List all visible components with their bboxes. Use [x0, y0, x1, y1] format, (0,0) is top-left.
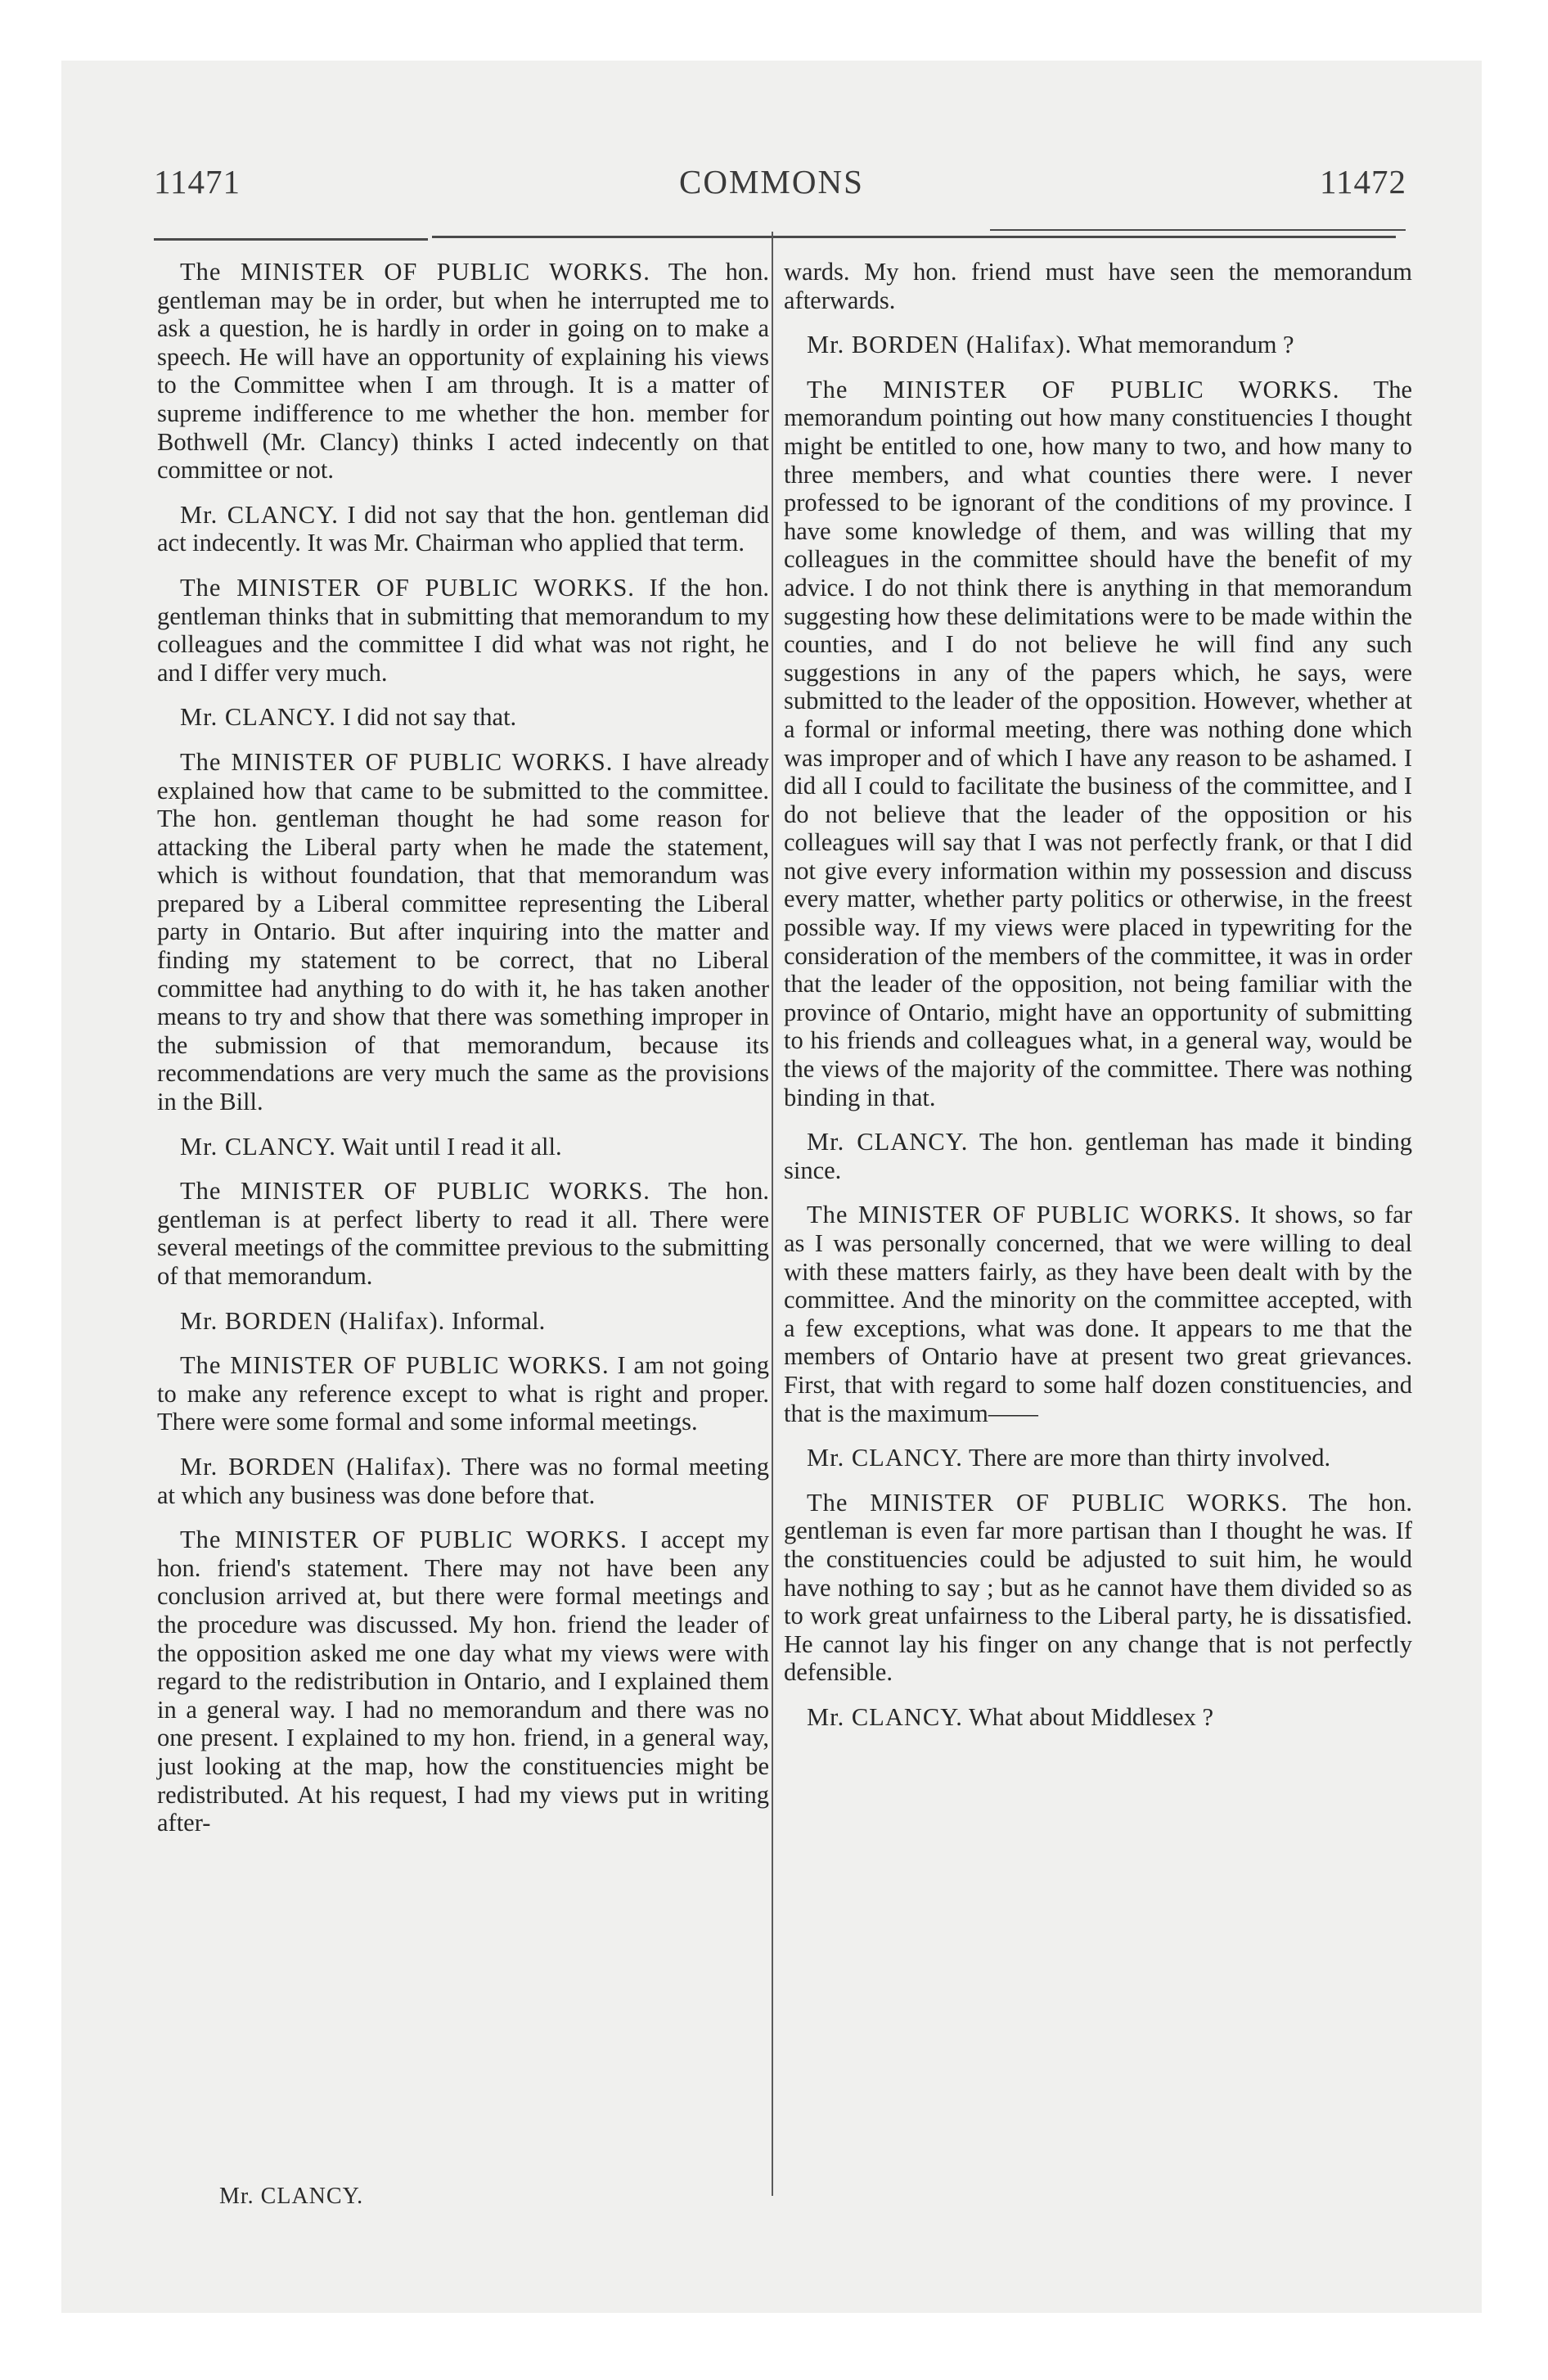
paragraph	[157, 1133, 769, 1161]
speaker-name: The MINISTER OF PUBLIC WORKS.	[180, 1177, 650, 1206]
paragraph	[784, 331, 1412, 359]
speaker-name: Mr. CLANCY.	[180, 703, 336, 732]
paragraph-text: The memorandum pointing out how many constituencies I thought might be entitled to one, how many to two, and how many to three members, and what counties there were. I never professed to be ignorant of the conditions of my province. I have some knowledge of them, and was willing that my colleagues in the committee should have the benefit of my advice. I do not think there is anything in that memorandum suggesting how these delimitations were to be made within the counties, and I do not believe he will find any such suggestions in any of the papers which, he says, were submitted to the leader of the opposition. However, whether at a formal or informal meeting, there was nothing done which was improper and of which I have any reason to be ashamed. I did all I could to facilitate the business of the committee, and I do not believe that the leader of the opposition or his colleagues will say that I was not perfectly frank, or that I did not give every information within my possession and discuss every matter, whether party politics or otherwise, in the freest possible way. If my views were placed in typewriting for the consideration of the members of the committee, it was in order that the leader of the opposition, not being familiar with the province of Ontario, might have an opportunity of submitting to his friends and colleagues what, in a general way, would be the views of the majority of the committee. There was nothing binding in that.	[784, 375, 1412, 1111]
paragraph	[784, 1444, 1412, 1472]
header-rule-left	[154, 238, 428, 241]
paragraph-text: The hon. gentleman has made it binding since.	[784, 1128, 1413, 1184]
speaker-name: Mr. CLANCY.	[180, 500, 339, 529]
speaker-name: Mr. CLANCY.	[807, 1702, 963, 1731]
paragraph	[784, 1703, 1412, 1732]
paragraph	[157, 1526, 769, 1837]
speaker-name: The MINISTER OF PUBLIC WORKS.	[180, 258, 650, 286]
paragraph-text: Informal.	[451, 1306, 546, 1335]
speaker-name: The MINISTER OF PUBLIC WORKS.	[180, 1351, 610, 1380]
speaker-name: Mr. CLANCY.	[807, 1444, 963, 1472]
paragraph	[157, 1453, 769, 1509]
paragraph-text: wards. My hon. friend must have seen the memorandum afterwards.	[784, 258, 1412, 314]
paragraph	[157, 1307, 769, 1336]
speaker-name: Mr. CLANCY.	[807, 1128, 969, 1156]
paragraph	[784, 258, 1412, 314]
paragraph-text: It shows, so far as I was personally concerned, that we were willing to deal with these matters fairly, as they have been dealt with by the committee. And the minority on the committee accepted, with a few exceptions, what was done. It appears to me that the members of Ontario have at present two great grievances. First, that with regard to some half dozen constituencies, and that is the maximum——	[784, 1201, 1412, 1427]
speaker-name: The MINISTER OF PUBLIC WORKS.	[807, 1201, 1241, 1229]
paragraph-text: I did not say that the hon. gentleman did act indecently. It was Mr. Chairman who applied that term.	[157, 500, 770, 557]
paragraph-text: If the hon. gentleman thinks that in submitting that memorandum to my colleagues and the committee I did what was not right, he and I differ very much.	[157, 573, 769, 687]
paragraph	[784, 1128, 1412, 1184]
paragraph	[784, 1201, 1412, 1427]
header-rule-center	[432, 236, 1396, 238]
paragraph-text: The hon. gentleman is even far more partisan than I thought he was. If the constituencies could be adjusted to suit him, he would have nothing to say ; but as he cannot have them divided so as to work great unfairness to the Liberal party, he is dissatisfied. He cannot lay his finger on any change that is not perfectly defensible.	[784, 1488, 1413, 1687]
paragraph-text: I am not going to make any reference except to what is right and proper. There were some formal and some informal meetings.	[157, 1351, 769, 1436]
speaker-name: The MINISTER OF PUBLIC WORKS.	[807, 375, 1340, 403]
page-number-left: 11471	[154, 163, 241, 201]
paragraph	[157, 748, 769, 1116]
speaker-name: Mr. BORDEN (Halifax).	[180, 1452, 452, 1481]
speaker-name: The MINISTER OF PUBLIC WORKS.	[180, 1526, 628, 1554]
paragraph-text: The hon. gentleman may be in order, but when he interrupted me to ask a question, he is hardly in order in going on to make a speech. He will have an opportunity of explaining his views to the Committee when I am through. It is a matter of supreme indifference to me whether the hon. member for Bothwell (Mr. Clancy) thinks I acted indecently on that committee or not.	[157, 258, 769, 485]
paragraph-text: What memorandum ?	[1078, 331, 1294, 359]
paragraph	[157, 703, 769, 732]
running-head: COMMONS	[679, 163, 864, 201]
paragraph-text: What about Middlesex ?	[969, 1702, 1213, 1731]
paragraph-text: I did not say that.	[342, 703, 517, 732]
speaker-name: Mr. CLANCY.	[180, 1132, 336, 1161]
speaker-name: The MINISTER OF PUBLIC WORKS.	[180, 573, 635, 602]
paragraph	[157, 574, 769, 687]
column-divider	[772, 232, 773, 2196]
paragraph-text: I have already explained how that came to be submitted to the committee. The hon. gentleman thought he had some reason for attacking the Liberal party when he made the statement, which is without foundation, that that memorandum was prepared by a Liberal committee representing the Liberal party in Ontario. But after inquiring into the matter and finding my statement to be correct, that no Liberal committee had anything to do with it, he has taken another means to try and show that there was something improper in the submission of that memorandum, because its recommendations are very much the same as the provisions in the Bill.	[157, 747, 769, 1116]
catchword: Mr. CLANCY.	[219, 2184, 364, 2209]
paragraph-text: There was no formal meeting at which any business was done before that.	[157, 1452, 770, 1509]
right-column	[784, 258, 1412, 1748]
left-column	[157, 258, 769, 1854]
paragraph	[784, 376, 1412, 1111]
paragraph	[157, 501, 769, 557]
paragraph-text: There are more than thirty involved.	[969, 1444, 1331, 1472]
paragraph	[157, 1177, 769, 1290]
speaker-name: Mr. BORDEN (Halifax).	[807, 331, 1073, 359]
paragraph	[157, 258, 769, 485]
paragraph-text: I accept my hon. friend's statement. There may not have been any conclusion arrived at, but there were formal meetings and the procedure was discussed. My hon. friend the leader of the opposition asked me one day what my views were with regard to the redistribution in Ontario, and I explained them in a general way. I had no memorandum and there was no one present. I explained to my hon. friend, in a general way, just looking at the map, how the constituencies might be redistributed. At his request, I had my views put in writing after-	[157, 1526, 769, 1837]
paragraph-text: Wait until I read it all.	[342, 1132, 562, 1161]
paragraph	[784, 1489, 1412, 1687]
speaker-name: The MINISTER OF PUBLIC WORKS.	[807, 1488, 1289, 1517]
speaker-name: The MINISTER OF PUBLIC WORKS.	[180, 747, 614, 776]
paragraph-text: The hon. gentleman is at perfect liberty to read it all. There were several meetings of the committee previous to the submitting of that memorandum.	[157, 1177, 769, 1290]
paragraph	[157, 1351, 769, 1436]
speaker-name: Mr. BORDEN (Halifax).	[180, 1306, 446, 1335]
header-rule-right	[990, 229, 1406, 231]
page-number-right: 11472	[1320, 163, 1406, 201]
